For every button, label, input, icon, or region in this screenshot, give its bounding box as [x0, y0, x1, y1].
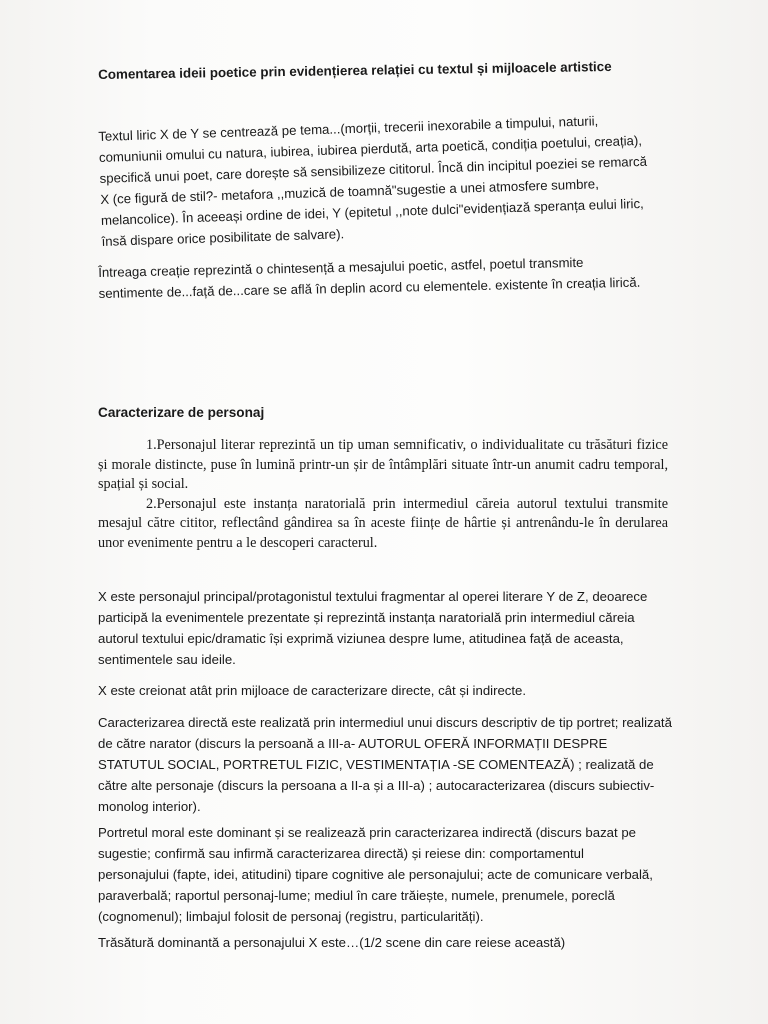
- document-title: Comentarea ideii poetice prin evidențierea relației cu textul și mijloacele artistice: [98, 58, 612, 82]
- moral-portrait-paragraph: [98, 822, 658, 927]
- direct-characterization-paragraph: [98, 712, 673, 817]
- methods-paragraph: [98, 680, 658, 701]
- definition-1: 1.Personajul literar reprezintă un tip uman semnificativ, o individualitate cu trăsături fizice și morale distincte, puse în lumină printr-un șir de întâmplări situate într-un anumit cadru temporal, spațial și social.: [98, 437, 668, 492]
- moral-portrait-text: Portretul moral este dominant și se realizează prin caracterizarea indirectă (discurs bazat pe sugestie; confirmă sau infirmă caracterizarea directă) și reiese din: comportamentul personajului (fapte, idei, atitudini) tipare cognitive ale personajului; acte de comunicare verbală, paraverbală; raportul personaj-lume; mediul în care trăiește, numele, prenumele, poreclă (cognomenul); limbajul folosit de personaj (registru, particularități).: [98, 825, 653, 924]
- intro-paragraph-1: [98, 109, 652, 252]
- intro-paragraph-2-text: Întreaga creație reprezintă o chintesență a mesajului poetic, astfel, poetul transmite sentimente de...față de...care se află în deplin acord cu elementele. existente în creația lirică.: [98, 254, 641, 301]
- dominant-trait-paragraph: [98, 932, 658, 953]
- direct-characterization-text: Caracterizarea directă este realizată prin intermediul unui discurs descriptiv de tip portret; realizată de către narator (discurs la persoană a III-a- AUTORUL OFERĂ INFORMAȚII DESPRE STATUTUL SOCIAL, PORTRETUL FIZIC, VESTIMENTAȚIA -SE COMENTEAZĂ) ; realizată de către alte personaje (discurs la persoana a II-a și a III-a) ; autocaracterizarea (discurs subiectiv-monolog interior).: [98, 715, 672, 814]
- methods-paragraph-text: X este creionat atât prin mijloace de caracterizare directe, cât și indirecte.: [98, 683, 527, 698]
- section-heading: Caracterizare de personaj: [98, 405, 265, 420]
- protagonist-paragraph-text: X este personajul principal/protagonistul textului fragmentar al operei literare Y de Z, deoarece participă la evenimentele prezentate și reprezintă instanța naratorială prin intermediul căreia autorul textului epic/dramatic își exprimă viziunea despre lume, atitudinea față de aceasta, sentimentele sau ideile.: [98, 589, 648, 667]
- definition-2: 2.Personajul este instanța naratorială prin intermediul căreia autorul textului transmite mesajul către cititor, reflectând gândirea sa în aceste ființe de hârtie și antrenându-le în derularea unor evenimente pentru a le descoperi caracterul.: [98, 495, 668, 551]
- dominant-trait-text: Trăsătură dominantă a personajului X este…(1/2 scene din care reiese această): [98, 935, 566, 950]
- intro-paragraph-2: [98, 250, 649, 304]
- intro-paragraph-1-text: Textul liric X de Y se centrează pe tema...(morții, trecerii inexorabile a timpului, naturii, comuniunii omului cu natura, iubirea, iubirea pierdută, arta poetică, condiția poetului, creația), specifică unui poet, care dorește să sensibilizeze cititorul. Încă din incipitul poeziei se remarcă X (ce figură de stil?- metafora ,,muzică de toamnă"sugestie a unei atmosfere sumbre, melancolice). În aceeași ordine de idei, Y (epitetul ,,note dulci"evidențiază speranța eului liric, însă dispare orice posibilitate de salvare).: [98, 113, 648, 249]
- character-definitions: [98, 436, 668, 553]
- protagonist-paragraph: [98, 586, 658, 670]
